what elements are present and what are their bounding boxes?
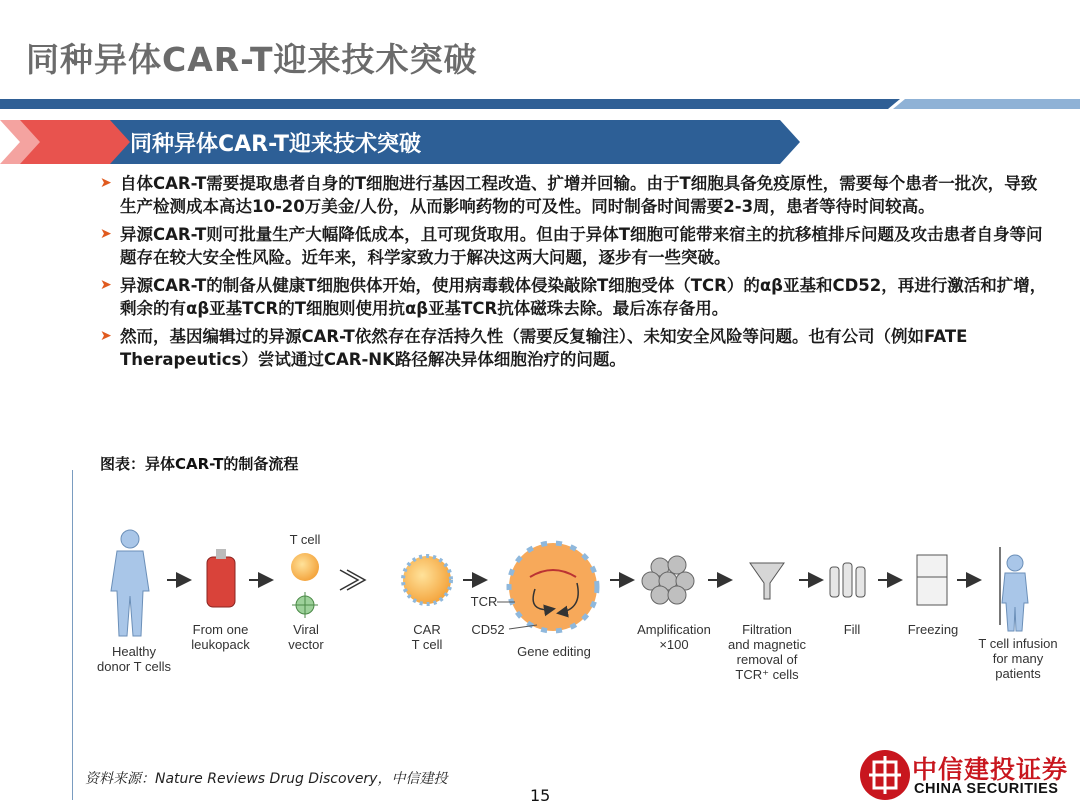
logo-chinese-name: 中信建投证券 <box>912 755 1069 784</box>
label-amplification: Amplification ×100 <box>637 622 711 652</box>
section-banner-title: 同种异体CAR-T迎来技术突破 <box>130 132 422 157</box>
label-car-t-cell: CAR T cell <box>411 622 443 652</box>
funnel-icon <box>750 563 784 599</box>
cd52-leader-line <box>509 625 537 629</box>
label-freezing: Freezing <box>907 622 959 637</box>
freezer-icon <box>917 555 947 605</box>
label-fill: Fill <box>843 622 861 637</box>
bullet-text: 自体CAR-T需要提取患者自身的T细胞进行基因工程改造、扩增并回输。由于T细胞具备免疫原性，需要每个患者一批次，导致生产检测成本高达10-20万美金/人份，从而影响药物的可及性。同时制备时间需要2-3周，患者等待时间较高。 <box>120 174 1038 216</box>
chevron-icon <box>340 570 365 590</box>
gene-editing-cell-icon <box>509 543 597 631</box>
page-title: 同种异体CAR-T迎来技术突破 <box>26 40 478 79</box>
bullet-item <box>100 325 1050 371</box>
car-t-cell-icon <box>403 556 451 604</box>
label-filtration: Filtration and magnetic removal of TCR⁺ cells <box>727 622 807 682</box>
t-cell-icon <box>291 553 319 581</box>
page-number: 15 <box>530 786 551 805</box>
figure-caption: 图表：异体CAR-T的制备流程 <box>100 455 299 473</box>
label-tcr: TCR <box>470 594 498 609</box>
title-underline-band <box>0 96 1080 112</box>
label-viral-vector: Viral vector <box>288 622 324 652</box>
logo-english-name: CHINA SECURITIES <box>914 781 1059 797</box>
bullet-item <box>100 172 1050 218</box>
arrow-bullet-icon: ➤ <box>100 277 112 293</box>
label-cd52: CD52 <box>471 622 505 637</box>
bullet-item <box>100 223 1050 269</box>
donor-person-icon <box>111 530 149 636</box>
bullet-text: 异源CAR-T的制备从健康T细胞供体开始，使用病毒载体侵染敲除T细胞受体（TCR）的αβ亚基和CD52，再进行激活和扩增，剩余的有αβ亚基TCR的T细胞则使用抗αβ亚基TCR抗体磁珠去除。最后冻存备用。 <box>120 276 1047 318</box>
left-divider <box>72 470 73 800</box>
arrow-bullet-icon: ➤ <box>100 226 112 242</box>
vials-icon <box>830 563 865 597</box>
bullet-item <box>100 274 1050 320</box>
viral-vector-icon <box>292 592 318 618</box>
arrow-bullet-icon: ➤ <box>100 328 112 344</box>
label-t-cell-infusion: T cell infusion for many patients <box>978 636 1058 681</box>
label-healthy-donor: Healthy donor T cells <box>97 644 171 674</box>
cell-cluster-icon <box>642 556 694 604</box>
bullet-text: 然而，基因编辑过的异源CAR-T依然存在存活持久性（需要反复输注）、未知安全风险等问题。也有公司（例如FATE Therapeutics）尝试通过CAR-NK路径解决异体细胞治疗的问题。 <box>120 327 968 369</box>
label-t-cell: T cell <box>289 532 321 547</box>
arrow-bullet-icon: ➤ <box>100 175 112 191</box>
label-gene-editing: Gene editing <box>517 644 591 659</box>
patient-infusion-icon <box>1000 547 1028 631</box>
blood-bag-icon <box>207 549 235 607</box>
bullet-list <box>100 172 1050 376</box>
source-note: 资料来源：Nature Reviews Drug Discovery，中信建投 <box>85 771 448 787</box>
process-diagram <box>85 525 1070 695</box>
label-leukopack: From one leukopack <box>191 622 250 652</box>
bullet-text: 异源CAR-T则可批量生产大幅降低成本，且可现货取用。但由于异体T细胞可能带来宿主的抗移植排斥问题及攻击患者自身等问题存在较大安全性风险。近年来，科学家致力于解决这两大问题，逐步有一些突破。 <box>120 225 1043 267</box>
